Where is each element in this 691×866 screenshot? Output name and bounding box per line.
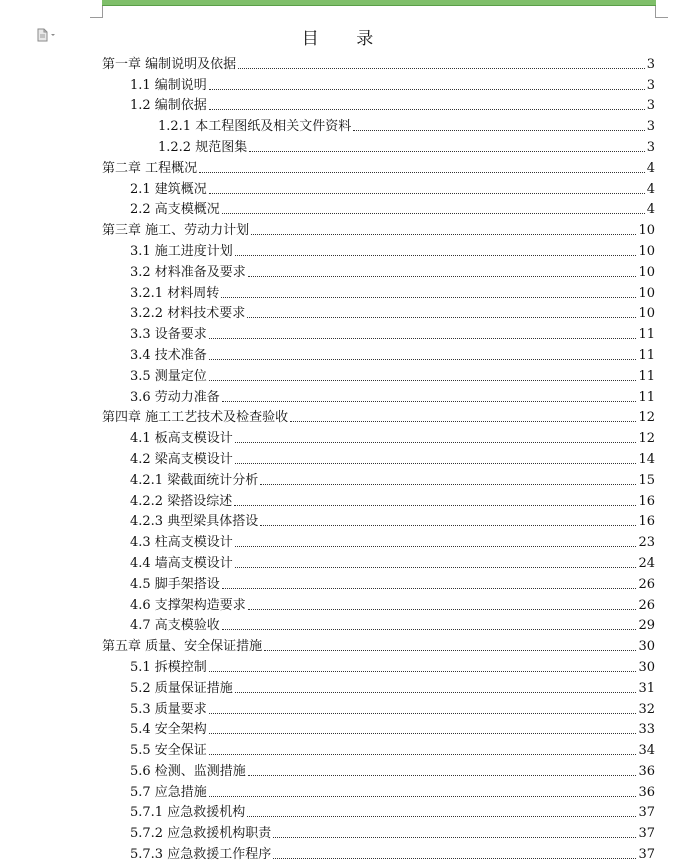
toc-entry-label: 第三章 施工、劳动力计划 xyxy=(102,223,250,239)
toc-entry-label: 2.2 高支模概况 xyxy=(130,202,220,218)
toc-leader-dots xyxy=(209,358,637,360)
toc-entry-label: 5.4 安全架构 xyxy=(130,722,207,738)
toc-entry[interactable] xyxy=(102,468,655,489)
toc-entry-page: 34 xyxy=(638,743,655,759)
toc-entry-label: 4.2 梁高支模设计 xyxy=(130,451,233,467)
margin-mark-left-h xyxy=(90,17,103,18)
toc-entry-page: 4 xyxy=(646,160,655,176)
toc-entry-page: 29 xyxy=(638,618,655,634)
toc-entry[interactable] xyxy=(102,780,655,801)
toc-entry-page: 3 xyxy=(646,119,655,135)
toc-entry[interactable] xyxy=(102,572,655,593)
toc-entry-label: 1.2 编制依据 xyxy=(130,98,207,114)
margin-mark-right-h xyxy=(655,17,668,18)
toc-entry-page: 11 xyxy=(638,389,655,405)
toc-entry[interactable] xyxy=(102,198,655,219)
toc-leader-dots xyxy=(290,420,636,422)
toc-entry[interactable] xyxy=(102,302,655,323)
toc-entry[interactable] xyxy=(102,676,655,697)
toc-entry-label: 4.4 墙高支模设计 xyxy=(130,555,233,571)
toc-leader-dots xyxy=(260,483,636,485)
toc-list xyxy=(102,52,655,863)
toc-entry[interactable] xyxy=(102,385,655,406)
toc-entry-page: 12 xyxy=(638,410,655,426)
toc-leader-dots xyxy=(353,129,645,131)
toc-entry-page: 12 xyxy=(638,431,655,447)
toc-leader-dots xyxy=(209,379,637,381)
toc-leader-dots xyxy=(251,233,636,235)
toc-leader-dots xyxy=(247,815,636,817)
toc-leader-dots xyxy=(248,774,637,776)
toc-entry[interactable] xyxy=(102,593,655,614)
toc-leader-dots xyxy=(248,275,637,277)
toc-entry-page: 37 xyxy=(638,805,655,821)
toc-leader-dots xyxy=(235,566,637,568)
toc-entry-label: 3.2.1 材料周转 xyxy=(130,285,220,301)
toc-leader-dots xyxy=(235,462,637,464)
toc-entry[interactable] xyxy=(102,634,655,655)
toc-entry[interactable] xyxy=(102,218,655,239)
toc-entry-label: 5.7.2 应急救援机构职责 xyxy=(130,826,272,842)
toc-leader-dots xyxy=(209,753,637,755)
toc-entry-page: 16 xyxy=(638,493,655,509)
toc-entry[interactable] xyxy=(102,426,655,447)
toc-entry-label: 4.3 柱高支模设计 xyxy=(130,535,233,551)
toc-entry-page: 26 xyxy=(638,597,655,613)
toc-leader-dots xyxy=(273,836,636,838)
toc-entry-label: 1.2.1 本工程图纸及相关文件资料 xyxy=(158,119,352,135)
toc-entry-label: 4.7 高支模验收 xyxy=(130,618,220,634)
toc-entry-label: 4.6 支撑架构造要求 xyxy=(130,597,246,613)
toc-entry[interactable] xyxy=(102,551,655,572)
toc-entry-label: 5.7.3 应急救援工作程序 xyxy=(130,847,272,863)
toc-leader-dots xyxy=(222,212,645,214)
toc-entry[interactable] xyxy=(102,489,655,510)
toc-leader-dots xyxy=(221,296,636,298)
toc-title: 目 录 xyxy=(301,29,390,49)
toc-entry[interactable] xyxy=(102,94,655,115)
toc-entry-page: 3 xyxy=(646,77,655,93)
toc-entry[interactable] xyxy=(102,842,655,863)
toc-entry-page: 36 xyxy=(638,784,655,800)
toc-entry-label: 4.2.2 梁搭设综述 xyxy=(130,493,233,509)
toc-entry-label: 2.1 建筑概况 xyxy=(130,181,207,197)
toc-leader-dots xyxy=(248,608,637,610)
toc-entry[interactable] xyxy=(102,114,655,135)
toc-leader-dots xyxy=(209,88,645,90)
toc-leader-dots xyxy=(199,171,645,173)
toc-entry-label: 4.1 板高支模设计 xyxy=(130,431,233,447)
toc-entry-page: 14 xyxy=(638,451,655,467)
toc-entry-label: 第五章 质量、安全保证措施 xyxy=(102,639,263,655)
toc-leader-dots xyxy=(235,545,637,547)
toc-entry[interactable] xyxy=(102,281,655,302)
toc-entry[interactable] xyxy=(102,177,655,198)
toc-entry-page: 32 xyxy=(638,701,655,717)
toc-entry-label: 4.2.1 梁截面统计分析 xyxy=(130,472,259,488)
toc-entry[interactable] xyxy=(102,52,655,73)
toc-entry-label: 1.1 编制说明 xyxy=(130,77,207,93)
toc-leader-dots xyxy=(222,587,637,589)
toc-entry-page: 30 xyxy=(638,639,655,655)
toc-entry[interactable] xyxy=(102,343,655,364)
toc-entry-label: 第四章 施工工艺技术及检查验收 xyxy=(102,410,289,426)
toc-entry-page: 10 xyxy=(638,306,655,322)
toc-leader-dots xyxy=(249,150,645,152)
toc-entry[interactable] xyxy=(102,156,655,177)
toc-entry-page: 4 xyxy=(646,181,655,197)
toc-entry-label: 4.2.3 典型梁具体搭设 xyxy=(130,514,259,530)
toc-leader-dots xyxy=(273,857,636,859)
toc-entry-label: 3.2 材料准备及要求 xyxy=(130,264,246,280)
toc-entry[interactable] xyxy=(102,718,655,739)
toc-entry-page: 36 xyxy=(638,763,655,779)
toc-leader-dots xyxy=(222,400,637,402)
toc-leader-dots xyxy=(238,67,645,69)
toc-leader-dots xyxy=(209,337,637,339)
toc-entry-label: 第二章 工程概况 xyxy=(102,160,198,176)
toc-entry-page: 3 xyxy=(646,98,655,114)
toc-entry-label: 3.6 劳动力准备 xyxy=(130,389,220,405)
toc-entry-page: 37 xyxy=(638,847,655,863)
toc-entry[interactable] xyxy=(102,322,655,343)
toc-entry-page: 3 xyxy=(646,139,655,155)
toc-entry-page: 31 xyxy=(638,680,655,696)
toc-entry[interactable] xyxy=(102,239,655,260)
toc-entry-page: 15 xyxy=(638,472,655,488)
toc-entry-label: 第一章 编制说明及依据 xyxy=(102,56,237,72)
toc-entry[interactable] xyxy=(102,364,655,385)
toc-entry-page: 33 xyxy=(638,722,655,738)
toc-entry-label: 3.2.2 材料技术要求 xyxy=(130,306,246,322)
toc-entry-page: 3 xyxy=(646,56,655,72)
toc-entry-page: 11 xyxy=(638,347,655,363)
toc-entry-page: 10 xyxy=(638,243,655,259)
toc-leader-dots xyxy=(260,524,636,526)
toc-entry-label: 5.1 拆模控制 xyxy=(130,659,207,675)
toc-entry-label: 3.4 技术准备 xyxy=(130,347,207,363)
toc-leader-dots xyxy=(209,192,645,194)
toc-entry-label: 3.5 测量定位 xyxy=(130,368,207,384)
toc-entry[interactable] xyxy=(102,759,655,780)
toc-entry-label: 4.5 脚手架搭设 xyxy=(130,576,220,592)
toc-entry[interactable] xyxy=(102,697,655,718)
toc-entry-label: 5.5 安全保证 xyxy=(130,743,207,759)
toc-entry[interactable] xyxy=(102,821,655,842)
header-band xyxy=(102,0,656,6)
toc-entry-label: 3.3 设备要求 xyxy=(130,327,207,343)
toc-entry[interactable] xyxy=(102,738,655,759)
toc-entry[interactable] xyxy=(102,614,655,635)
toc-entry[interactable] xyxy=(102,73,655,94)
toc-leader-dots xyxy=(222,628,637,630)
toc-entry-label: 5.6 检测、监测措施 xyxy=(130,763,246,779)
toc-entry-label: 5.7 应急措施 xyxy=(130,784,207,800)
toc-leader-dots xyxy=(247,316,636,318)
toc-entry-page: 11 xyxy=(638,327,655,343)
toc-entry[interactable] xyxy=(102,260,655,281)
toc-entry-page: 37 xyxy=(638,826,655,842)
toc-entry[interactable] xyxy=(102,510,655,531)
toc-leader-dots xyxy=(234,504,636,506)
toc-entry-page: 16 xyxy=(638,514,655,530)
toc-entry[interactable] xyxy=(102,135,655,156)
toc-leader-dots xyxy=(264,649,636,651)
toc-entry-page: 11 xyxy=(638,368,655,384)
toc-entry-page: 10 xyxy=(638,223,655,239)
toc-entry[interactable] xyxy=(102,406,655,427)
toc-entry-page: 10 xyxy=(638,264,655,280)
toc-entry[interactable] xyxy=(102,530,655,551)
toc-entry-page: 10 xyxy=(638,285,655,301)
toc-leader-dots xyxy=(235,691,637,693)
toc-entry-page: 30 xyxy=(638,659,655,675)
toc-entry[interactable] xyxy=(102,801,655,822)
toc-leader-dots xyxy=(235,441,637,443)
toc-entry-label: 5.2 质量保证措施 xyxy=(130,680,233,696)
toc-entry-page: 23 xyxy=(638,535,655,551)
toc-entry-label: 5.7.1 应急救援机构 xyxy=(130,805,246,821)
toc-entry-page: 26 xyxy=(638,576,655,592)
toc-leader-dots xyxy=(209,795,637,797)
toc-leader-dots xyxy=(209,108,645,110)
toc-entry-page: 4 xyxy=(646,202,655,218)
toc-entry[interactable] xyxy=(102,655,655,676)
toc-entry-page: 24 xyxy=(638,555,655,571)
toc-entry-label: 3.1 施工进度计划 xyxy=(130,243,233,259)
toc-entry-label: 1.2.2 规范图集 xyxy=(158,139,248,155)
toc-entry-label: 5.3 质量要求 xyxy=(130,701,207,717)
toc-leader-dots xyxy=(209,712,637,714)
toc-entry[interactable] xyxy=(102,447,655,468)
toc-leader-dots xyxy=(209,670,637,672)
toc-leader-dots xyxy=(209,732,637,734)
toc-leader-dots xyxy=(235,254,637,256)
